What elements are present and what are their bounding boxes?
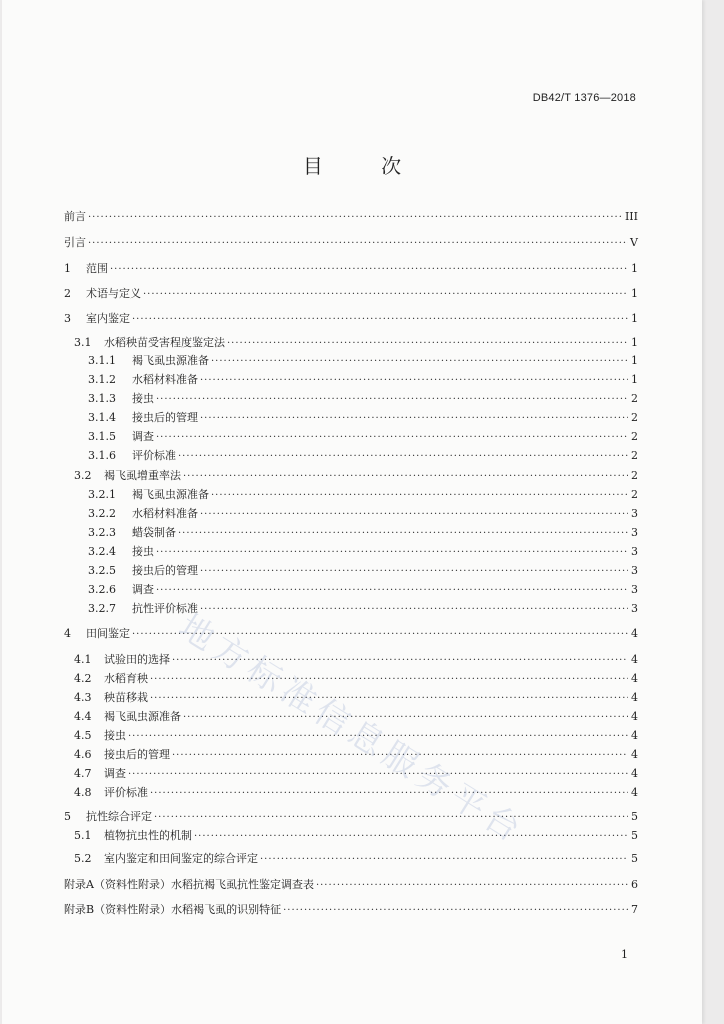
toc-entry[interactable] (74, 829, 638, 844)
toc-leader-dots (150, 673, 628, 687)
toc-entry-number: 4.8 (74, 786, 92, 799)
toc-leader-dots (178, 527, 628, 541)
toc-entry-page: 2 (631, 392, 638, 405)
toc-entry-title: 附录A（资料性附录）水稻抗褐飞虱抗性鉴定调查表 (64, 878, 314, 891)
toc-entry-title: 蜡袋制备 (132, 526, 176, 539)
toc-entry-number: 3.1.3 (88, 392, 116, 405)
toc-entry-title: 室内鉴定 (86, 312, 130, 325)
table-of-contents (2, 0, 702, 1024)
toc-entry-page: 1 (631, 287, 638, 300)
toc-entry-number: 3.2.4 (88, 545, 116, 558)
toc-entry-page: 1 (631, 312, 638, 325)
toc-entry-page: 3 (631, 507, 638, 520)
toc-entry-number: 3.2.7 (88, 602, 116, 615)
toc-entry-title: 褐飞虱虫源准备 (104, 710, 181, 723)
toc-leader-dots (200, 603, 628, 617)
toc-entry[interactable] (64, 210, 638, 225)
document-code: DB42/T 1376—2018 (532, 92, 636, 104)
toc-entry[interactable] (88, 449, 638, 464)
toc-entry[interactable] (74, 786, 638, 801)
toc-entry-title: 接虫 (132, 392, 154, 405)
toc-entry-title: 附录B（资料性附录）水稻褐飞虱的识别特征 (64, 903, 282, 916)
toc-entry[interactable] (88, 564, 638, 579)
toc-entry-number: 1 (64, 262, 71, 275)
toc-entry-page: 7 (631, 903, 638, 916)
toc-entry-title: 秧苗移栽 (104, 691, 148, 704)
toc-entry[interactable] (64, 287, 638, 302)
toc-entry-page: 4 (631, 786, 638, 799)
toc-entry-title: 褐飞虱增重率法 (104, 469, 181, 482)
toc-entry-title: 引言 (64, 236, 86, 249)
toc-entry-title: 接虫 (132, 545, 154, 558)
toc-leader-dots (260, 853, 628, 867)
toc-leader-dots (156, 431, 628, 445)
toc-entry-page: 2 (631, 469, 638, 482)
toc-entry-page: 4 (631, 653, 638, 666)
toc-entry-number: 3.2.2 (88, 507, 116, 520)
toc-leader-dots (200, 508, 628, 522)
toc-entry-page: 3 (631, 602, 638, 615)
toc-entry-page: 3 (631, 545, 638, 558)
toc-entry-number: 3.1.2 (88, 373, 116, 386)
toc-entry-title: 接虫后的管理 (104, 748, 170, 761)
toc-leader-dots (150, 787, 628, 801)
toc-entry-page: 1 (631, 336, 638, 349)
toc-entry-page: 3 (631, 526, 638, 539)
toc-entry-page: 6 (631, 878, 638, 891)
document-page (2, 0, 702, 1024)
toc-entry-page: V (630, 236, 638, 249)
toc-entry-page: 4 (631, 748, 638, 761)
toc-entry-page: 4 (631, 691, 638, 704)
toc-entry-number: 5.2 (74, 852, 92, 865)
toc-entry-title: 水稻材料准备 (132, 507, 198, 520)
toc-leader-dots (183, 470, 628, 484)
toc-entry-number: 4.2 (74, 672, 92, 685)
toc-leader-dots (88, 211, 623, 225)
toc-entry[interactable] (88, 373, 638, 388)
toc-entry-number: 4.4 (74, 710, 92, 723)
toc-entry-number: 3.1 (74, 336, 92, 349)
toc-leader-dots (200, 374, 628, 388)
toc-entry-number: 3.1.6 (88, 449, 116, 462)
toc-entry-page: 1 (631, 354, 638, 367)
toc-entry-page: 4 (631, 767, 638, 780)
toc-entry-title: 田间鉴定 (86, 627, 130, 640)
watermark: 地方标准信息服务平台 (171, 606, 532, 853)
toc-entry[interactable] (64, 810, 638, 825)
toc-entry-number: 3.1.4 (88, 411, 116, 424)
toc-entry[interactable] (64, 236, 638, 251)
toc-entry-title: 试验田的选择 (104, 653, 170, 666)
toc-entry-title: 水稻材料准备 (132, 373, 198, 386)
toc-entry-number: 3.1.5 (88, 430, 116, 443)
page-title: 目 次 (302, 154, 428, 178)
toc-entry-title: 评价标准 (104, 786, 148, 799)
toc-entry[interactable] (74, 672, 638, 687)
toc-entry[interactable] (64, 878, 638, 893)
toc-entry-title: 调查 (104, 767, 126, 780)
toc-leader-dots (194, 830, 628, 844)
toc-entry-page: 5 (631, 829, 638, 842)
toc-entry-page: 2 (631, 430, 638, 443)
toc-entry[interactable] (74, 469, 638, 484)
toc-entry-page: 4 (631, 672, 638, 685)
toc-entry[interactable] (88, 488, 638, 503)
toc-entry-title: 接虫后的管理 (132, 564, 198, 577)
toc-entry-page: 4 (631, 710, 638, 723)
toc-entry-number: 4.7 (74, 767, 92, 780)
toc-entry[interactable] (88, 583, 638, 598)
toc-entry-number: 3.2.1 (88, 488, 116, 501)
toc-entry-number: 3 (64, 312, 71, 325)
toc-entry-page: 3 (631, 583, 638, 596)
toc-entry[interactable] (74, 767, 638, 782)
toc-entry-page: 5 (631, 810, 638, 823)
toc-entry-page: 4 (631, 627, 638, 640)
toc-entry-number: 5 (64, 810, 71, 823)
toc-entry-title: 抗性评价标准 (132, 602, 198, 615)
toc-leader-dots (156, 584, 628, 598)
toc-entry[interactable] (88, 354, 638, 369)
toc-entry[interactable] (88, 545, 638, 560)
toc-entry-title: 水稻育秧 (104, 672, 148, 685)
toc-leader-dots (211, 355, 628, 369)
toc-entry-page: 5 (631, 852, 638, 865)
toc-entry[interactable] (64, 312, 638, 327)
toc-leader-dots (200, 412, 628, 426)
toc-leader-dots (178, 450, 628, 464)
page-number: 1 (621, 948, 628, 961)
toc-entry-number: 2 (64, 287, 71, 300)
toc-entry-number: 3.2.6 (88, 583, 116, 596)
toc-leader-dots (200, 565, 628, 579)
toc-leader-dots (88, 237, 628, 251)
toc-entry-title: 术语与定义 (86, 287, 141, 300)
toc-entry-page: 3 (631, 564, 638, 577)
toc-leader-dots (132, 313, 628, 327)
toc-entry-title: 接虫 (104, 729, 126, 742)
toc-entry-title: 水稻秧苗受害程度鉴定法 (104, 336, 225, 349)
toc-entry-title: 评价标准 (132, 449, 176, 462)
toc-entry-page: 1 (631, 373, 638, 386)
toc-entry[interactable] (64, 903, 638, 918)
toc-entry-page: 2 (631, 449, 638, 462)
toc-entry[interactable] (64, 627, 638, 642)
toc-entry-page: 2 (631, 488, 638, 501)
toc-leader-dots (183, 711, 628, 725)
toc-leader-dots (150, 692, 628, 706)
toc-entry-number: 4 (64, 627, 71, 640)
toc-entry-title: 调查 (132, 430, 154, 443)
toc-entry-number: 4.3 (74, 691, 92, 704)
toc-entry[interactable] (88, 392, 638, 407)
toc-entry-number: 3.2 (74, 469, 92, 482)
toc-entry-title: 接虫后的管理 (132, 411, 198, 424)
toc-leader-dots (156, 393, 628, 407)
toc-leader-dots (283, 904, 628, 918)
toc-leader-dots (143, 288, 628, 302)
toc-entry-number: 4.1 (74, 653, 92, 666)
toc-entry-number: 3.2.3 (88, 526, 116, 539)
toc-entry-title: 前言 (64, 210, 86, 223)
toc-entry-number: 4.5 (74, 729, 92, 742)
toc-entry-title: 植物抗虫性的机制 (104, 829, 192, 842)
toc-entry-number: 4.6 (74, 748, 92, 761)
toc-entry[interactable] (88, 602, 638, 617)
toc-entry-page: 4 (631, 729, 638, 742)
toc-entry-number: 3.2.5 (88, 564, 116, 577)
toc-leader-dots (211, 489, 628, 503)
toc-entry-title: 褐飞虱虫源准备 (132, 354, 209, 367)
toc-entry-page: 2 (631, 411, 638, 424)
toc-entry[interactable] (88, 411, 638, 426)
toc-entry-title: 抗性综合评定 (86, 810, 152, 823)
toc-entry[interactable] (74, 653, 638, 668)
toc-entry-title: 室内鉴定和田间鉴定的综合评定 (104, 852, 258, 865)
toc-entry[interactable] (88, 430, 638, 445)
toc-entry[interactable] (74, 336, 638, 351)
toc-entry-title: 调查 (132, 583, 154, 596)
toc-leader-dots (316, 879, 628, 893)
toc-leader-dots (156, 546, 628, 560)
toc-entry-page: 1 (631, 262, 638, 275)
toc-entry-number: 3.1.1 (88, 354, 116, 367)
toc-entry-title: 范围 (86, 262, 108, 275)
toc-leader-dots (227, 337, 628, 351)
toc-leader-dots (110, 263, 628, 277)
toc-entry-page: III (624, 210, 638, 223)
toc-entry[interactable] (64, 262, 638, 277)
toc-entry-number: 5.1 (74, 829, 92, 842)
toc-entry[interactable] (74, 852, 638, 867)
toc-leader-dots (154, 811, 628, 825)
toc-entry[interactable] (88, 507, 638, 522)
toc-entry[interactable] (88, 526, 638, 541)
toc-entry-title: 褐飞虱虫源准备 (132, 488, 209, 501)
